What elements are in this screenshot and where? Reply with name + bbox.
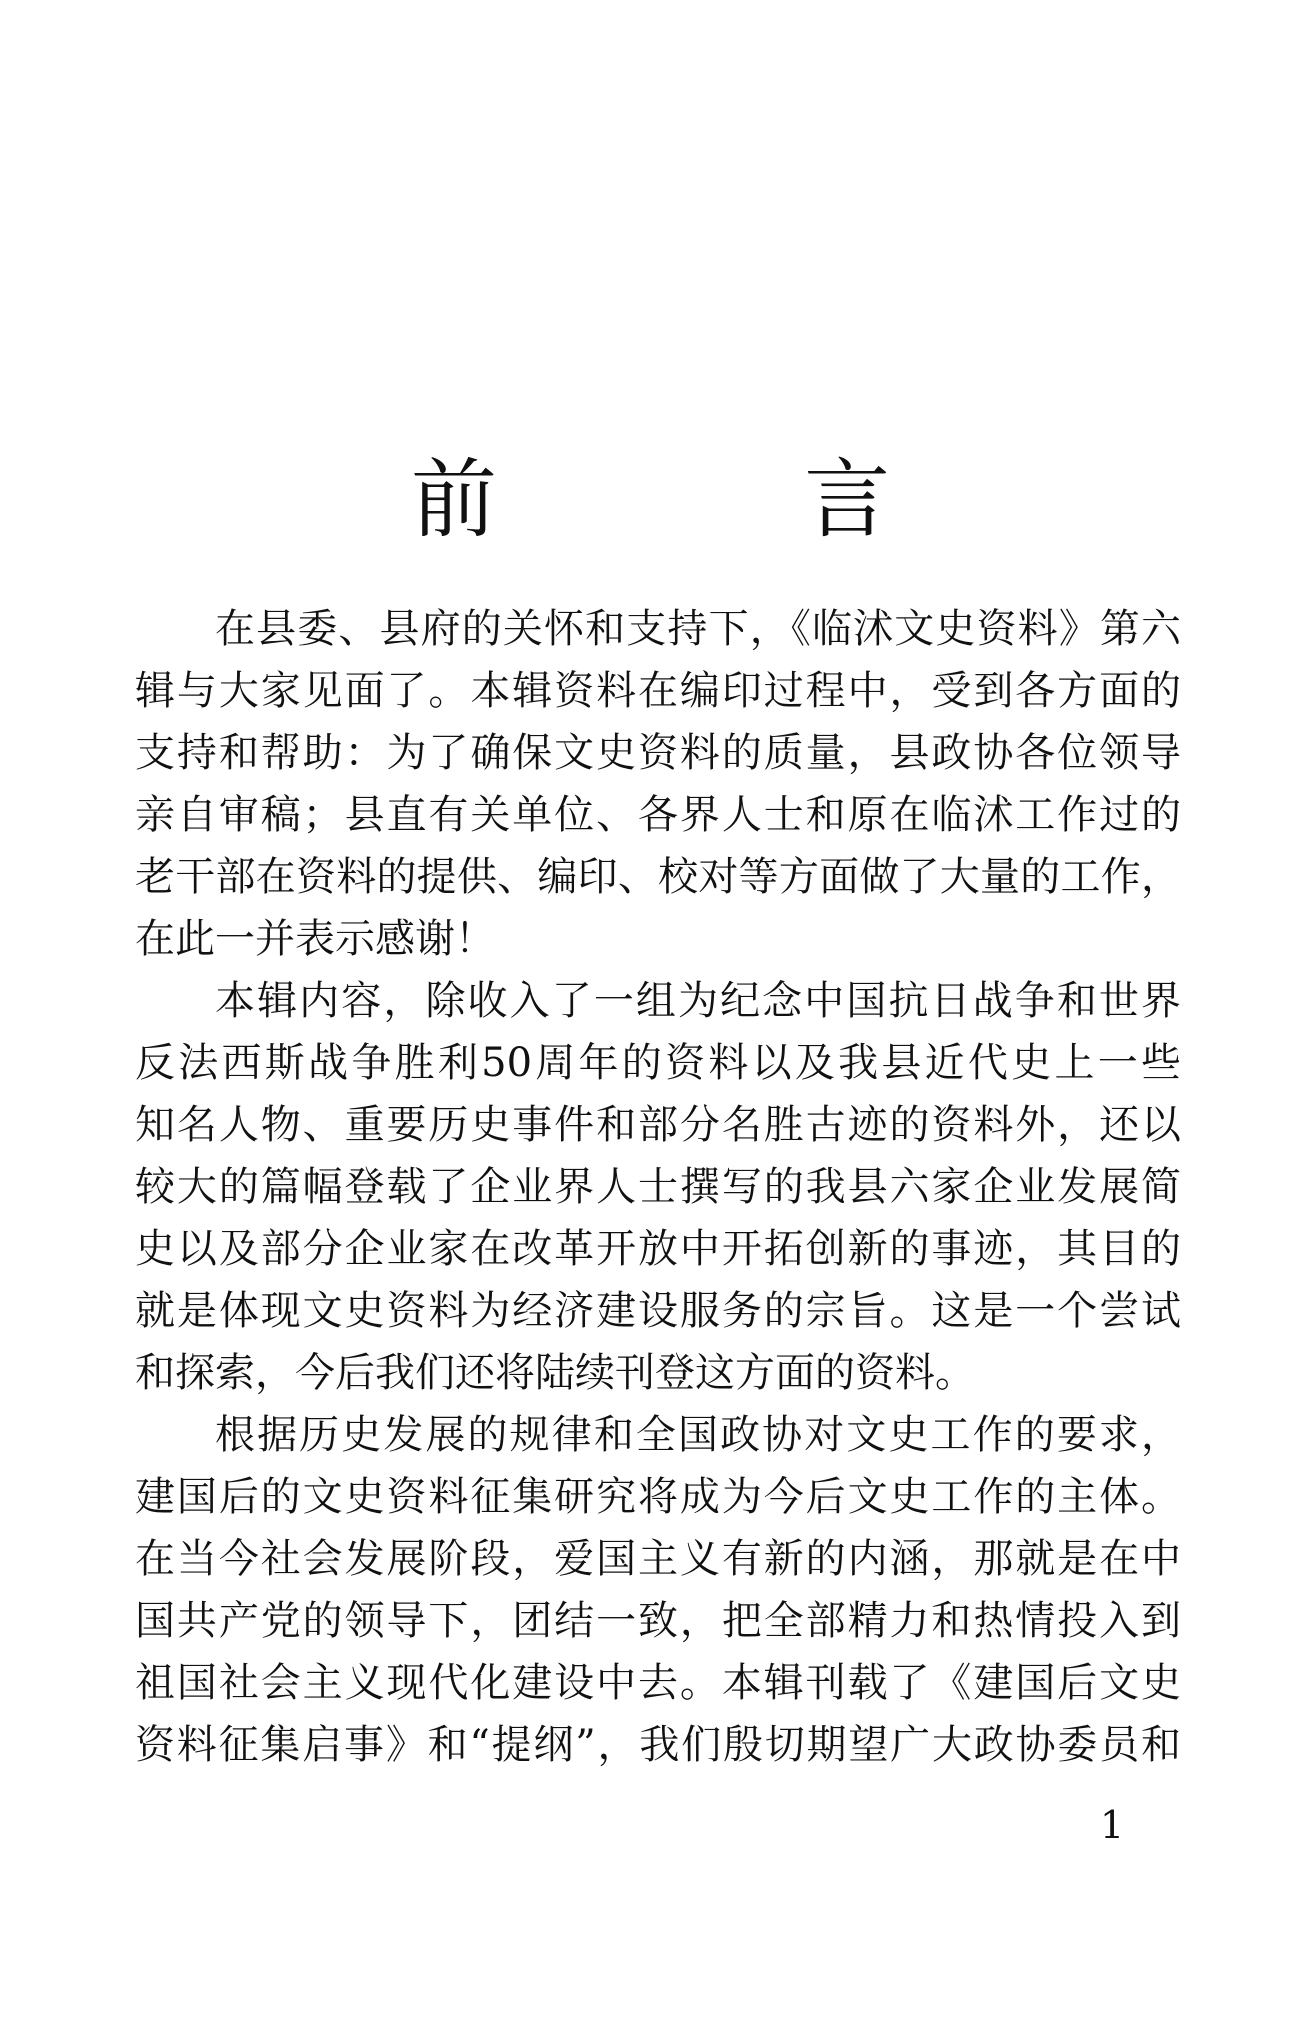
paragraph-2-line-2: 反法西斯战争胜利50周年的资料以及我县近代史上一些 — [135, 1040, 1181, 1086]
paragraph-3-line-3: 在当今社会发展阶段，爱国主义有新的内涵，那就是在中 — [135, 1536, 1181, 1582]
paragraph-2-line-3: 知名人物、重要历史事件和部分名胜古迹的资料外，还以 — [135, 1102, 1181, 1148]
paragraph-2-line-5: 史以及部分企业家在改革开放中开拓创新的事迹，其目的 — [135, 1226, 1181, 1272]
paragraph-3-line-6: 资料征集启事》和“提纲”，我们殷切期望广大政协委员和 — [135, 1722, 1181, 1768]
paragraph-3-line-4: 国共产党的领导下，团结一致，把全部精力和热情投入到 — [135, 1598, 1181, 1644]
paragraph-2-line-6: 就是体现文史资料为经济建设服务的宗旨。这是一个尝试 — [135, 1288, 1181, 1334]
body-text — [135, 598, 1181, 1776]
paragraph-3-line-1: 根据历史发展的规律和全国政协对文史工作的要求， — [215, 1412, 1181, 1458]
page-title: 前 言 — [410, 450, 1031, 550]
paragraph-2-line-4: 较大的篇幅登载了企业界人士撰写的我县六家企业发展简 — [135, 1164, 1181, 1210]
paragraph-1-line-3: 支持和帮助：为了确保文史资料的质量，县政协各位领导 — [135, 730, 1181, 776]
paragraph-3-line-5: 祖国社会主义现代化建设中去。本辑刊载了《建国后文史 — [135, 1660, 1181, 1706]
paragraph-2-line-1: 本辑内容，除收入了一组为纪念中国抗日战争和世界 — [215, 978, 1181, 1024]
paragraph-1-line-4: 亲自审稿；县直有关单位、各界人士和原在临沭工作过的 — [135, 792, 1181, 838]
paragraph-1-line-5: 老干部在资料的提供、编印、校对等方面做了大量的工作， — [135, 854, 1181, 900]
paragraph-1-line-6: 在此一并表示感谢！ — [135, 916, 495, 962]
page-number: 1 — [1100, 1803, 1125, 1847]
paragraph-1-line-2: 辑与大家见面了。本辑资料在编印过程中，受到各方面的 — [135, 668, 1181, 714]
paragraph-2-line-7: 和探索，今后我们还将陆续刊登这方面的资料。 — [135, 1350, 975, 1396]
paragraph-1-line-1: 在县委、县府的关怀和支持下，《临沭文史资料》第六 — [215, 606, 1181, 652]
paragraph-3-line-2: 建国后的文史资料征集研究将成为今后文史工作的主体。 — [135, 1474, 1181, 1520]
